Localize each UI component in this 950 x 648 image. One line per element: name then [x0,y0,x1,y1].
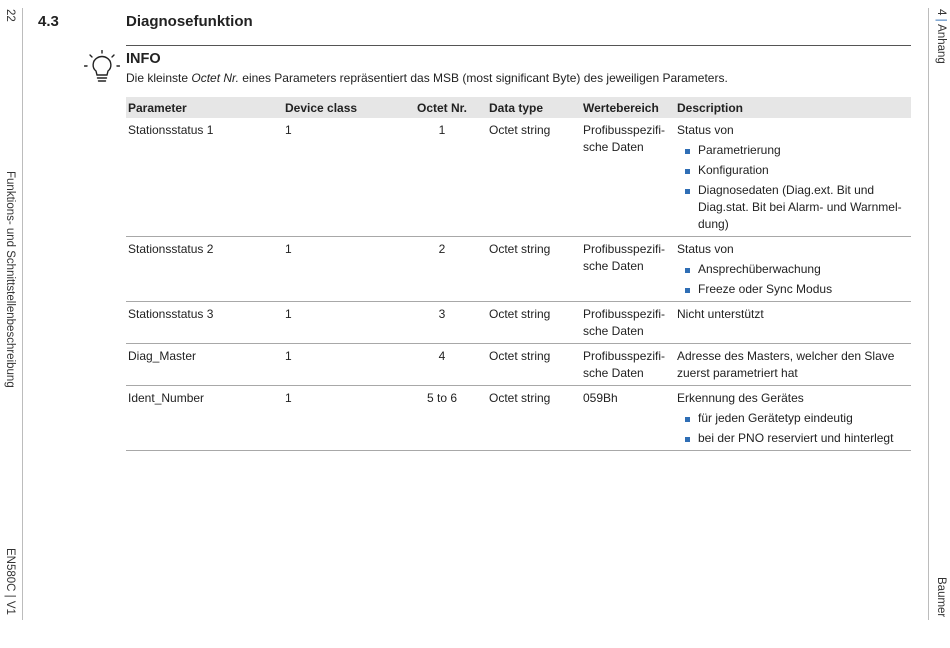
bullet-item: Konfiguration [677,162,909,179]
info-text-after: eines Parameters repräsentiert das MSB (most significant Byte) des jeweiligen Parameters. [238,71,728,85]
bullet-item: Freeze oder Sync Modus [677,281,909,298]
header-device-class: Device class [283,97,397,118]
diagnostics-table [126,97,911,451]
info-text [126,71,728,85]
cell-description [675,386,911,451]
bullet-item: Diagnosedaten (Diag.ext. Bit und Diag.stat. Bit bei Alarm- und Warnmel-dung) [677,182,909,233]
page-number: 22 [4,9,16,22]
cell-octet: 1 [397,118,487,237]
description-text: Status von [677,123,734,137]
cell-description [675,118,911,237]
header-description: Description [675,97,911,118]
cell-data-type: Octet string [487,237,581,302]
table-header-row [126,97,911,118]
cell-description: Adresse des Masters, welcher den Slave zuerst parametriert hat [675,344,911,386]
cell-range: Profibusspezifi-sche Daten [581,302,675,344]
cell-device-class: 1 [283,237,397,302]
cell-device-class: 1 [283,118,397,237]
cell-description [675,237,911,302]
lightbulb-icon [84,50,120,86]
chapter-number: 4 [935,9,947,16]
cell-range: Profibusspezifi-sche Daten [581,344,675,386]
header-parameter: Parameter [126,97,283,118]
brand-label: Baumer [935,577,947,618]
cell-range: Profibusspezifi-sche Daten [581,237,675,302]
cell-octet: 2 [397,237,487,302]
cell-parameter: Stationsstatus 1 [126,118,283,237]
cell-device-class: 1 [283,386,397,451]
bullet-list [677,142,909,233]
table-row [126,344,911,386]
cell-data-type: Octet string [487,118,581,237]
bullet-item: Parametrierung [677,142,909,159]
cell-range: Profibusspezifi-sche Daten [581,118,675,237]
cell-data-type: Octet string [487,386,581,451]
description-text: Status von [677,242,734,256]
cell-octet: 5 to 6 [397,386,487,451]
left-margin-title: Funktions- und Schnittstellenbeschreibung [4,171,16,388]
section-divider [126,45,911,46]
cell-octet: 4 [397,344,487,386]
table-row [126,118,911,237]
cell-data-type: Octet string [487,302,581,344]
cell-range: 059Bh [581,386,675,451]
cell-data-type: Octet string [487,344,581,386]
info-title: INFO [126,51,161,67]
table-row [126,237,911,302]
cell-parameter: Stationsstatus 3 [126,302,283,344]
chapter-name: Anhang [935,24,947,64]
cell-parameter: Ident_Number [126,386,283,451]
right-margin-line [928,8,929,620]
cell-device-class: 1 [283,344,397,386]
header-data-type: Data type [487,97,581,118]
bullet-item: bei der PNO reserviert und hinterlegt [677,430,909,447]
bullet-item: für jeden Gerätetyp eindeutig [677,410,909,427]
info-text-italic: Octet Nr. [191,71,239,85]
bullet-list [677,410,909,447]
doc-code: EN580C | V1 [4,548,16,615]
header-wertebereich: Wertebereich [581,97,675,118]
cell-description: Nicht unterstützt [675,302,911,344]
info-text-before: Die kleinste [126,71,192,85]
bullet-item: Ansprechüberwachung [677,261,909,278]
cell-device-class: 1 [283,302,397,344]
bullet-list [677,261,909,298]
cell-parameter: Diag_Master [126,344,283,386]
cell-octet: 3 [397,302,487,344]
chapter-separator: | [935,18,947,22]
chapter-label [935,9,947,64]
table-row [126,302,911,344]
header-octet-nr: Octet Nr. [397,97,487,118]
section-number: 4.3 [38,13,59,30]
section-title: Diagnosefunktion [126,13,253,30]
description-text: Erkennung des Gerätes [677,391,804,405]
left-margin-line [22,8,23,620]
table-row [126,386,911,451]
cell-parameter: Stationsstatus 2 [126,237,283,302]
